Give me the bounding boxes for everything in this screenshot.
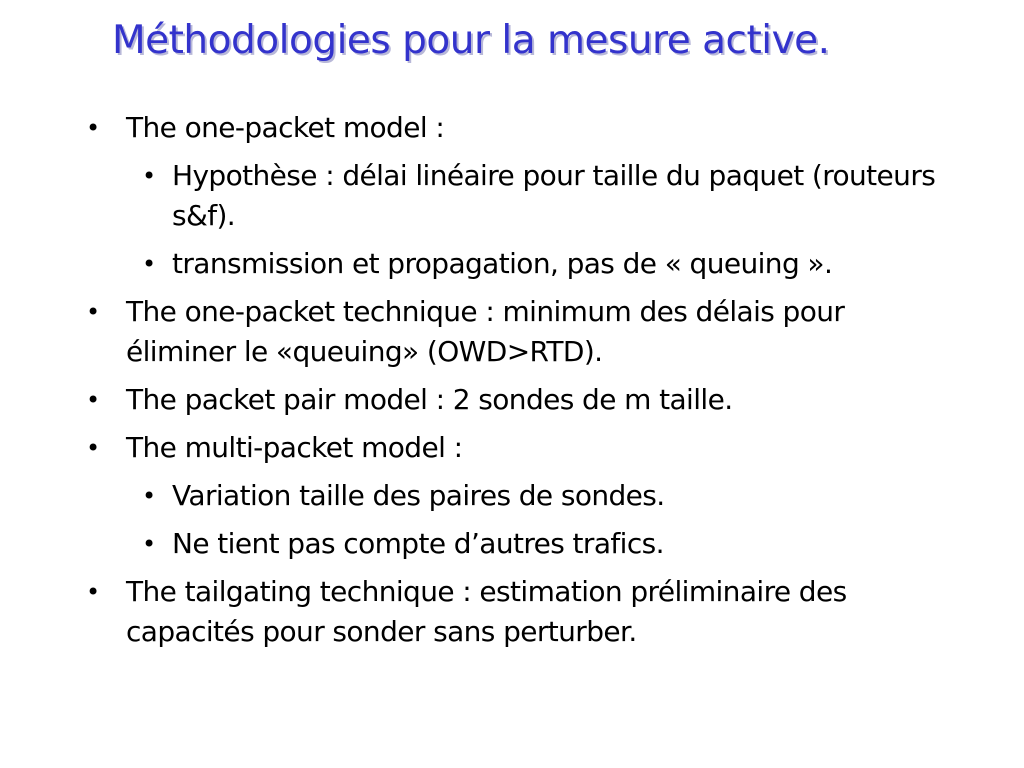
bullet-text: The multi-packet model : — [126, 431, 463, 464]
bullet-marker: • — [86, 386, 100, 414]
bullet-text: The tailgating technique : estimation préliminaire des capacités pour sonder sans perturber. — [126, 575, 847, 648]
bullet-item — [86, 572, 946, 652]
bullet-marker: • — [86, 298, 100, 326]
bullet-item — [86, 380, 946, 420]
bullet-marker: • — [86, 578, 100, 606]
sub-bullet-item — [86, 156, 946, 236]
bullet-list — [86, 108, 946, 660]
bullet-item — [86, 428, 946, 468]
bullet-item — [86, 108, 946, 148]
bullet-item — [86, 292, 946, 372]
bullet-text: transmission et propagation, pas de « queuing ». — [172, 247, 833, 280]
bullet-marker: • — [142, 482, 156, 510]
bullet-text: The one-packet model : — [126, 111, 445, 144]
sub-bullet-item — [86, 244, 946, 284]
bullet-text: The packet pair model : 2 sondes de m taille. — [126, 383, 733, 416]
slide-title: Méthodologies pour la mesure active. — [112, 18, 830, 63]
bullet-text: Variation taille des paires de sondes. — [172, 479, 665, 512]
sub-bullet-item — [86, 524, 946, 564]
sub-bullet-item — [86, 476, 946, 516]
bullet-marker: • — [142, 530, 156, 558]
bullet-text: Hypothèse : délai linéaire pour taille du paquet (routeurs s&f). — [172, 159, 936, 232]
bullet-text: Ne tient pas compte d’autres trafics. — [172, 527, 664, 560]
bullet-marker: • — [86, 114, 100, 142]
bullet-marker: • — [142, 250, 156, 278]
bullet-text: The one-packet technique : minimum des délais pour éliminer le «queuing» (OWD>RTD). — [126, 295, 845, 368]
bullet-marker: • — [142, 162, 156, 190]
bullet-marker: • — [86, 434, 100, 462]
